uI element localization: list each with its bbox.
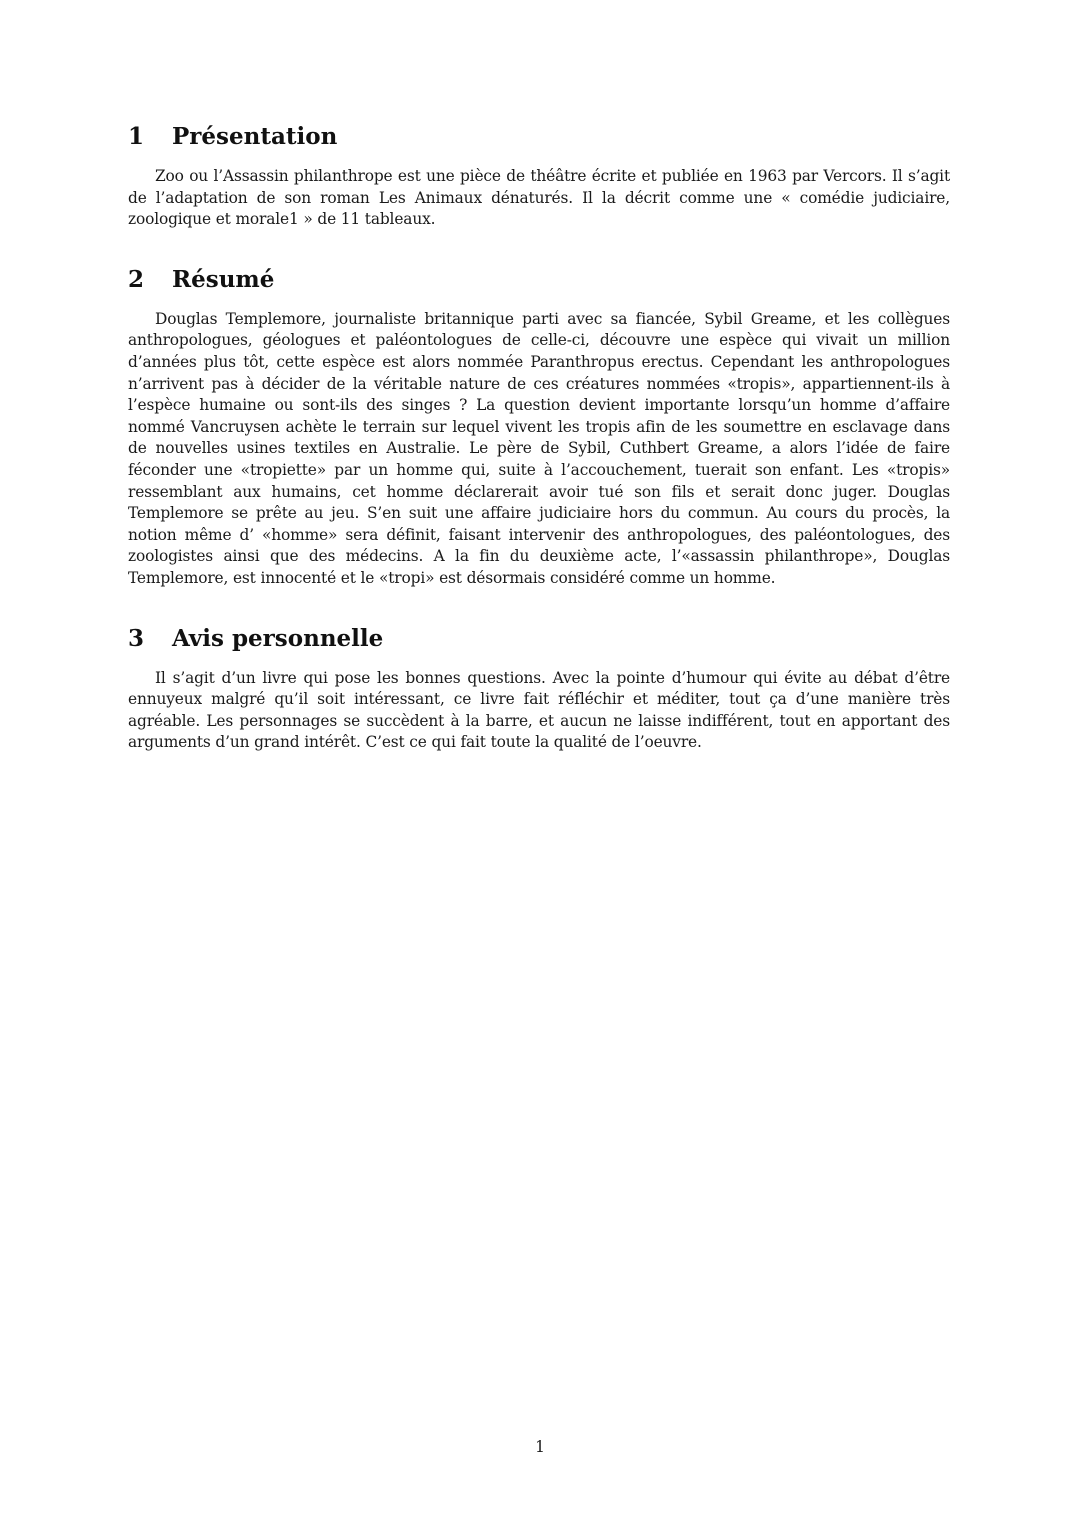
document-body (128, 120, 950, 754)
section-title: Avis personnelle (172, 624, 384, 652)
section-title: Présentation (172, 123, 338, 150)
section-avis-personnelle (128, 622, 950, 754)
section-number: 1 (128, 123, 145, 150)
section-title: Résumé (172, 265, 275, 293)
section-number: 3 (128, 624, 145, 652)
section-paragraph: Douglas Templemore, journaliste britannique parti avec sa fiancée, Sybil Greame, et les collègues anthropologues, géologues et paléontologues de celle-ci, découvre une espèce qui vivait un million d’années plus tôt, cette espèce est alors nommée Paranthropus erectus. Cependant les anthropologues n’arrivent pas à décider de la véritable nature de ces créatures nommées «tropis», appartiennent-ils à l’espèce humaine ou sont-ils des singes ? La question devient importante lorsqu’un homme d’affaire nommé Vancruysen achète le terrain sur lequel vivent les tropis afin de les soumettre en esclavage dans de nouvelles usines textiles en Australie. Le père de Sybil, Cuthbert Greame, a alors l’idée de faire féconder une «tropiette» par un homme qui, suite à l’accouchement, tuerait son enfant. Les «tropis» ressemblant aux humains, cet homme déclarerait avoir tué son fils et serait donc juger. Douglas Templemore se prête au jeu. S’en suit une affaire judiciaire hors du commun. Au cours du procès, la notion même d’ «homme» sera définit, faisant intervenir des anthropologues, des paléontologues, des zoologistes ainsi que des médecins. A la fin du deuxième acte, l’«assassin philanthrope», Douglas Templemore, est innocenté et le «tropi» est désormais considéré comme un homme. (128, 309, 950, 587)
section-heading (128, 622, 950, 656)
section-resume (128, 263, 950, 590)
section-number: 2 (128, 265, 145, 293)
section-heading (128, 263, 950, 297)
section-heading (128, 120, 950, 154)
section-paragraph: Il s’agit d’un livre qui pose les bonnes questions. Avec la pointe d’humour qui évite au débat d’être ennuyeux malgré qu’il soit intéressant, ce livre fait réfléchir et méditer, tout ça d’une manière très agréable. Les personnages se succèdent à la barre, et aucun ne laisse indifférent, tout en apportant des arguments d’un grand intérêt. C’est ce qui fait toute la qualité de l’oeuvre. (128, 668, 950, 752)
section-presentation (128, 120, 950, 231)
page-number: 1 (535, 1438, 545, 1456)
section-paragraph: Zoo ou l’Assassin philanthrope est une pièce de théâtre écrite et publiée en 1963 par Vercors. Il s’agit de l’adaptation de son roman Les Animaux dénaturés. Il la décrit comme une « comédie judiciaire, zoologique et morale1 » de 11 tableaux. (128, 167, 950, 229)
